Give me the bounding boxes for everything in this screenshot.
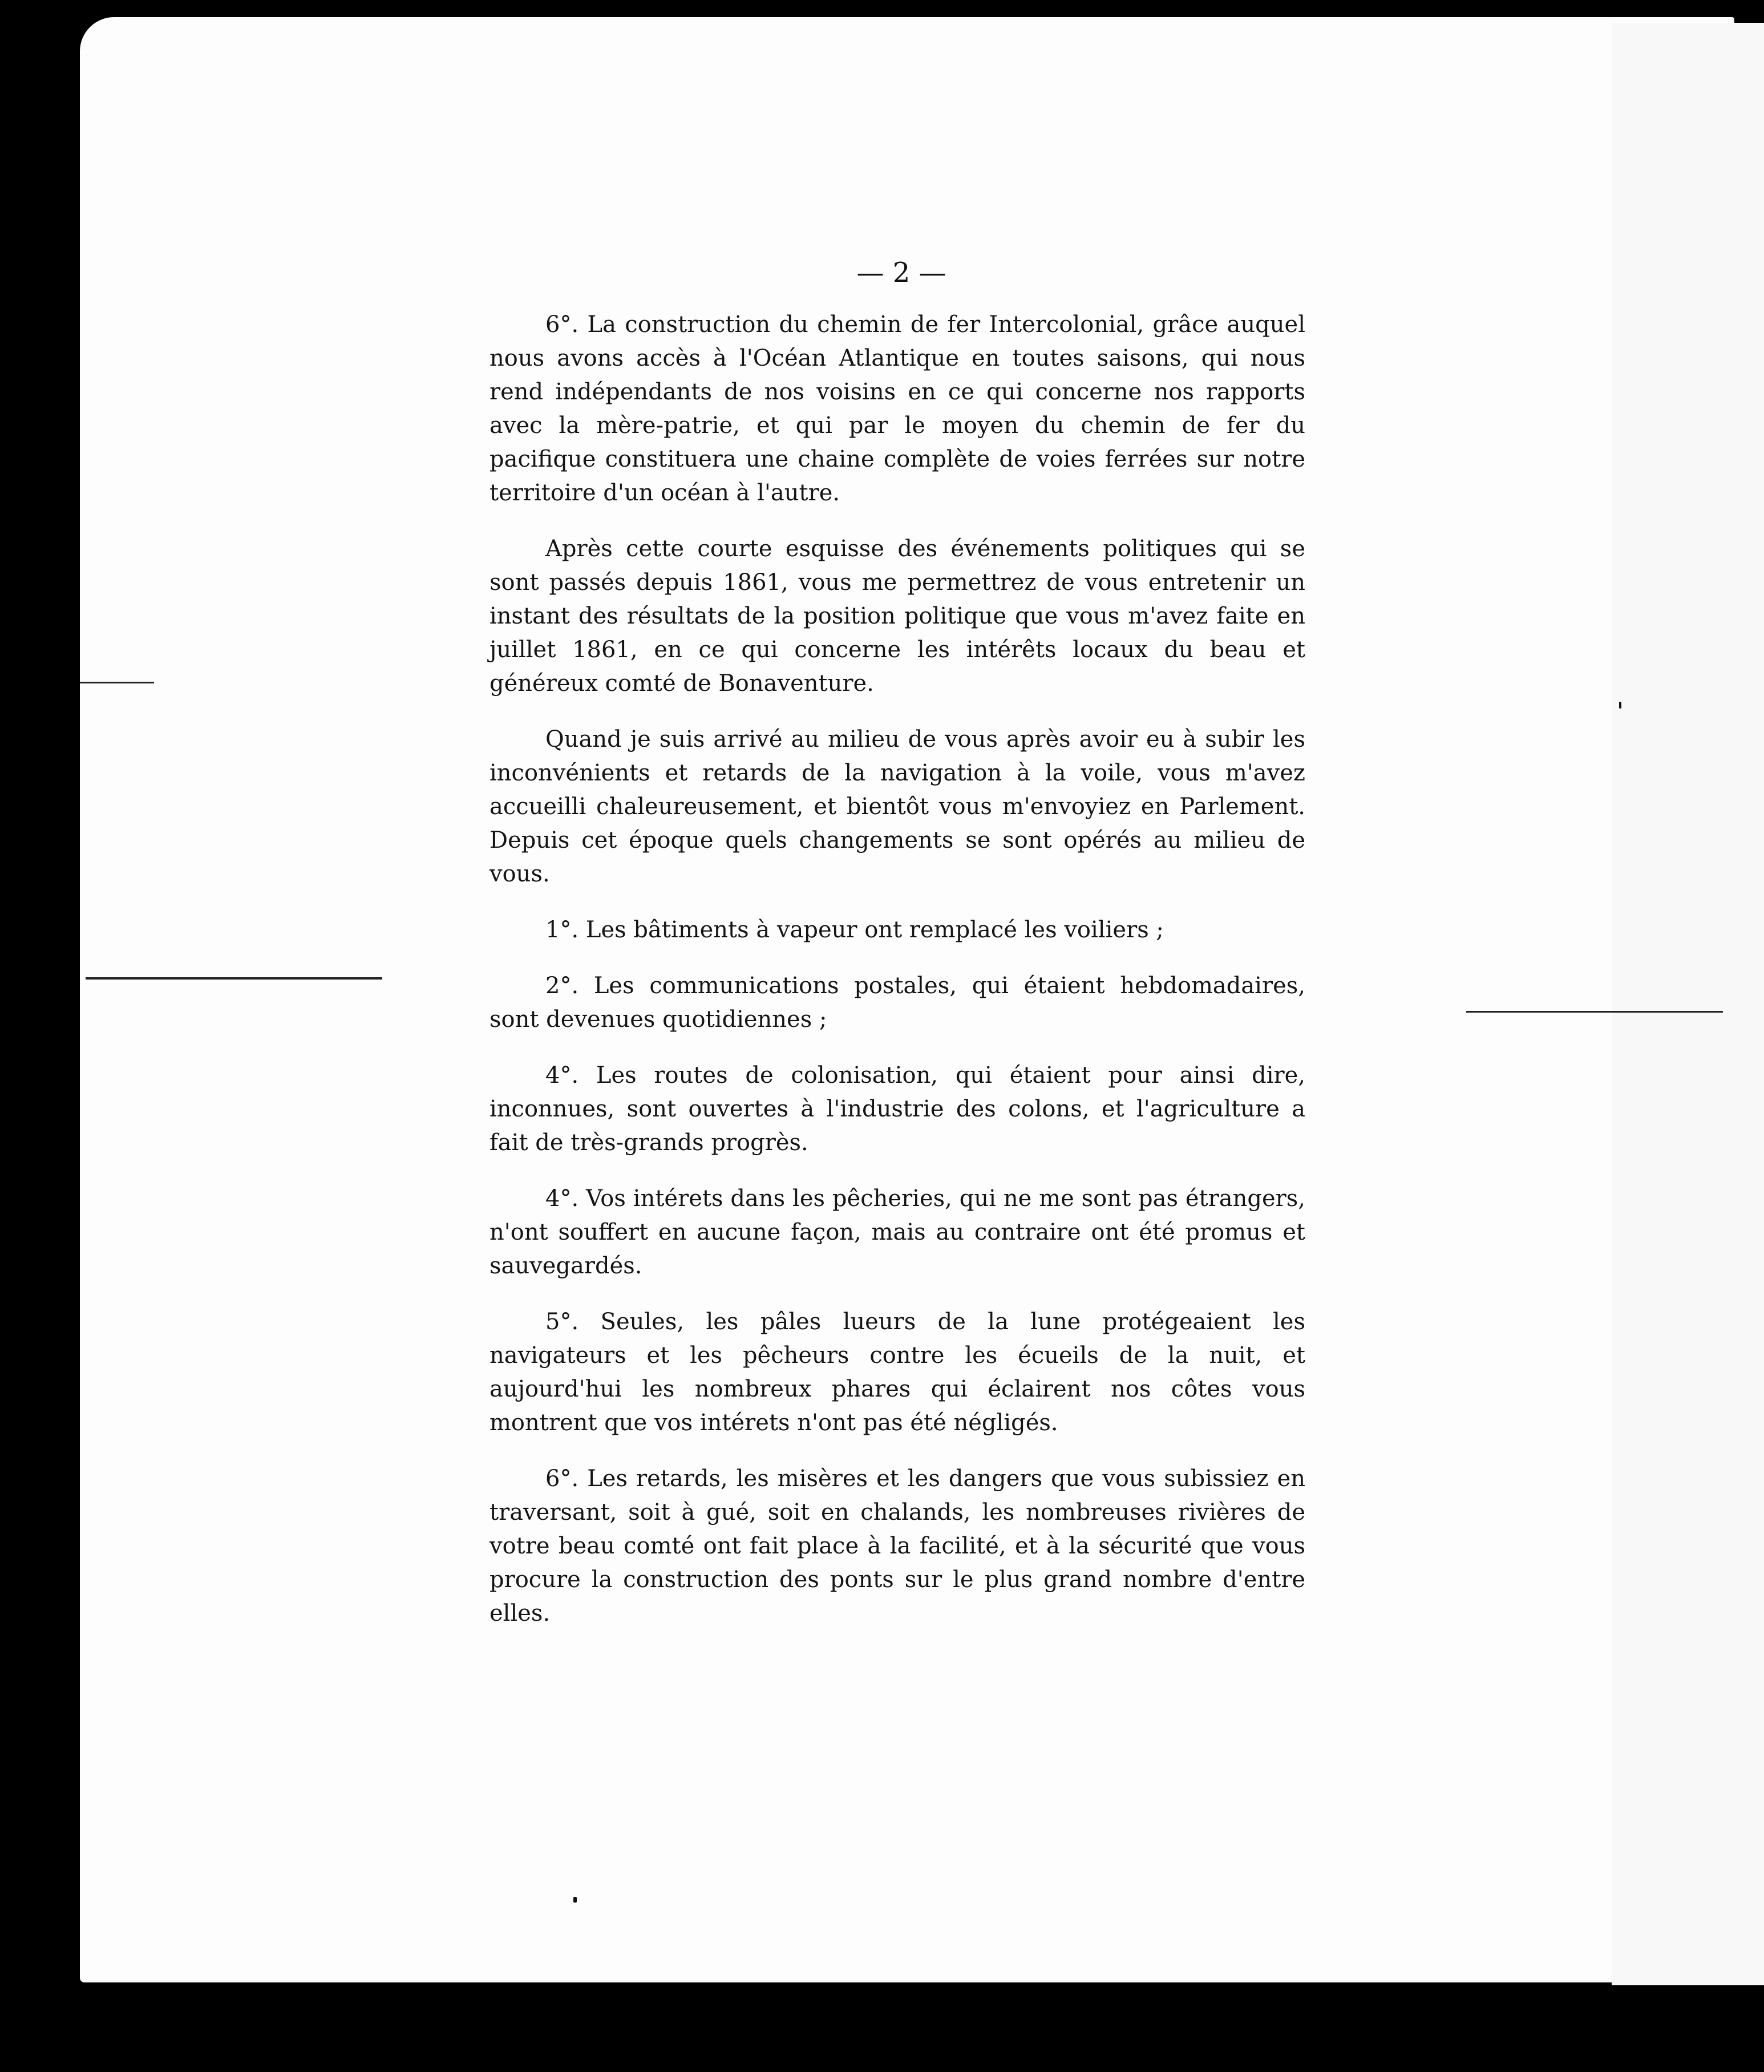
paragraph-lighthouses: 5°. Seules, les pâles lueurs de la lune protégeaient les navigateurs et les pêcheurs contre les écueils de la nuit, et aujourd'hui les nombreux phares qui éclairent nos côtes vous montrent que vos intérets n'ont pas été négligés.	[489, 1309, 1305, 1436]
fold-mark-right	[1466, 1011, 1723, 1013]
ink-speck	[1619, 702, 1621, 709]
paragraph-arrival: Quand je suis arrivé au milieu de vous après avoir eu à subir les inconvénients et retards de la navigation à la voile, vous m'avez accueilli chaleureusement, et bientôt vous m'envoyiez en Parlement. Depuis cet époque quels changements se sont opérés au milieu de vous.	[489, 726, 1305, 887]
paragraph-postal: 2°. Les communications postales, qui étaient hebdomadaires, sont devenues quotidiennes ;	[489, 973, 1305, 1033]
paragraph-intercolonial-railway: 6°. La construction du chemin de fer Intercolonial, grâce auquel nous avons accès à l'Océan Atlantique en toutes saisons, qui nous rend indépendants de nos voisins en ce qui concerne nos rapports avec la mère-patrie, et qui par le moyen du chemin de fer du pacifique constituera une chaine complète de voies ferrées sur notre territoire d'un océan à l'autre.	[489, 311, 1305, 506]
paragraph-steamships: 1°. Les bâtiments à vapeur ont remplacé les voiliers ;	[545, 917, 1164, 943]
paragraph-fisheries: 4°. Vos intérets dans les pêcheries, qui ne me sont pas étrangers, n'ont souffert en aucune façon, mais au contraire ont été promus et sauvegardés.	[489, 1185, 1305, 1279]
body-text	[489, 308, 1305, 1653]
paragraph-roads: 4°. Les routes de colonisation, qui étaient pour ainsi dire, inconnues, sont ouvertes à l'industrie des colons, et l'agriculture a fait de très-grands progrès.	[489, 1062, 1305, 1156]
paragraph-bridges: 6°. Les retards, les misères et les dangers que vous subissiez en traversant, soit à gué, soit en chalands, les nombreuses rivières de votre beau comté ont fait place à la facilité, et à la sécurité que vous procure la construction des ponts sur le plus grand nombre d'entre elles.	[489, 1466, 1305, 1626]
fold-mark-left-upper	[80, 682, 154, 683]
paragraph-political-sketch: Après cette courte esquisse des événements politiques qui se sont passés depuis 1861, vous me permettrez de vous entretenir un instant des résultats de la position politique que vous m'avez faite en juillet 1861, en ce qui concerne les intérêts locaux du beau et généreux comté de Bonaventure.	[489, 536, 1305, 697]
adjacent-page-edge	[1612, 23, 1764, 1985]
fold-mark-left-lower	[86, 977, 382, 980]
page-number: — 2 —	[856, 257, 946, 289]
ink-speck	[573, 1897, 577, 1903]
